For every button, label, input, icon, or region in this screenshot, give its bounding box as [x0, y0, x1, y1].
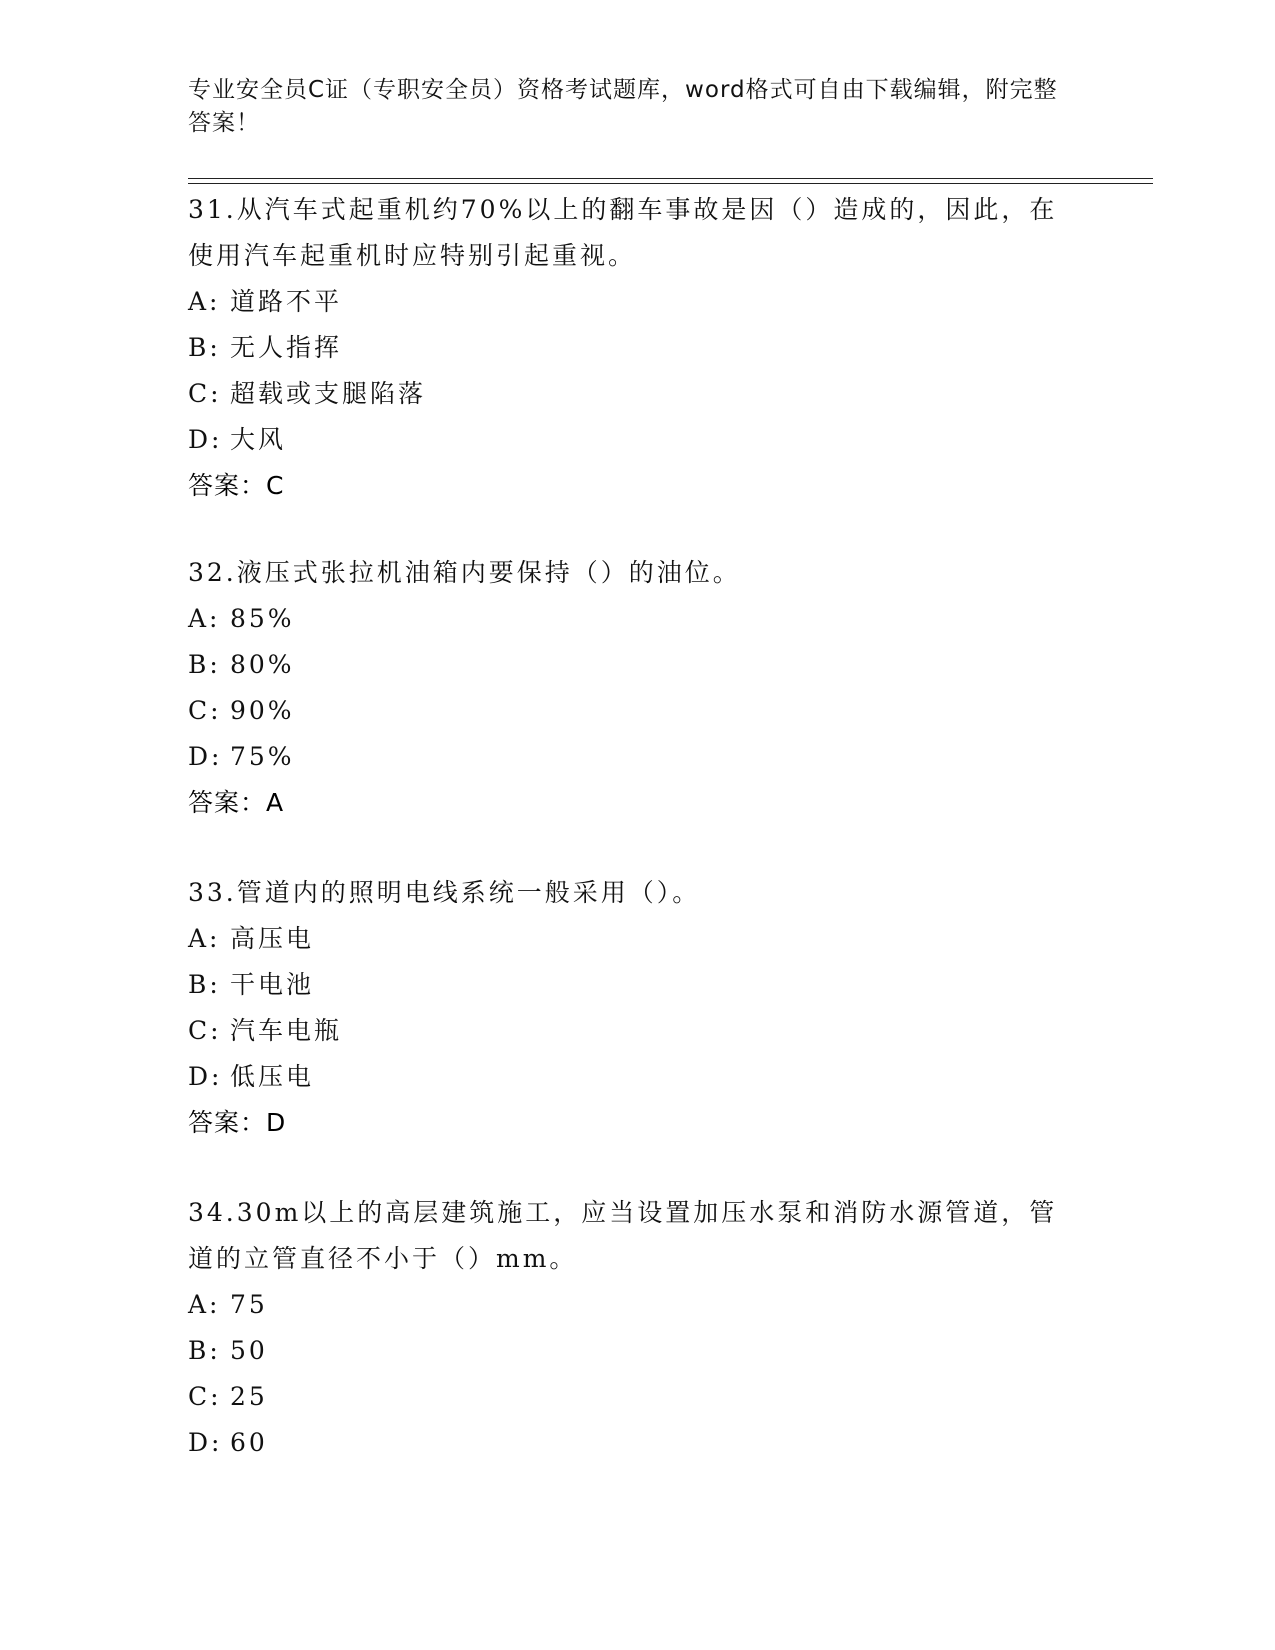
option-label: B:: [188, 1336, 221, 1365]
option-text: 超载或支腿陷落: [230, 379, 427, 408]
option-label: A:: [188, 604, 221, 633]
option-c: [188, 371, 1068, 417]
option-d: [188, 1420, 1068, 1466]
option-b: [188, 325, 1068, 371]
question-text: 34.30m以上的高层建筑施工，应当设置加压水泵和消防水源管道，管道的立管直径不小于（）mm。: [188, 1198, 1058, 1273]
option-label: D:: [188, 1062, 223, 1091]
option-label: C:: [188, 379, 222, 408]
option-label: B:: [188, 970, 221, 999]
question-text: 33.管道内的照明电线系统一般采用（）。: [188, 878, 701, 907]
option-text: 75: [230, 1290, 268, 1319]
option-label: D:: [188, 425, 223, 454]
header-divider-top: [188, 178, 1153, 179]
option-label: C:: [188, 1382, 222, 1411]
option-label: D:: [188, 1428, 223, 1457]
option-text: 80%: [230, 650, 295, 679]
question-34: [188, 1190, 1068, 1466]
option-text: 高压电: [230, 924, 315, 953]
option-d: [188, 417, 1068, 463]
option-label: C:: [188, 696, 222, 725]
document-header: 专业安全员C证（专职安全员）资格考试题库，word格式可自由下载编辑，附完整答案！: [188, 77, 1058, 136]
option-label: A:: [188, 1290, 221, 1319]
answer-line: 答案：A: [188, 788, 285, 817]
question-32: [188, 550, 1068, 826]
option-text: 25: [230, 1382, 268, 1411]
question-31: [188, 187, 1068, 509]
option-label: B:: [188, 650, 221, 679]
option-b: [188, 1328, 1068, 1374]
header-divider-bottom: [188, 183, 1153, 184]
option-text: 50: [230, 1336, 268, 1365]
option-a: [188, 1282, 1068, 1328]
option-text: 干电池: [230, 970, 315, 999]
question-text: 32.液压式张拉机油箱内要保持（）的油位。: [188, 558, 741, 587]
option-label: A:: [188, 924, 221, 953]
option-text: 道路不平: [230, 287, 343, 316]
answer-line: 答案：D: [188, 1108, 287, 1137]
question-33: [188, 870, 1068, 1146]
option-b: [188, 962, 1068, 1008]
option-label: A:: [188, 287, 221, 316]
option-b: [188, 642, 1068, 688]
option-a: [188, 916, 1068, 962]
question-text: 31.从汽车式起重机约70%以上的翻车事故是因（）造成的，因此，在使用汽车起重机时应特别引起重视。: [188, 195, 1058, 270]
option-text: 低压电: [230, 1062, 315, 1091]
option-text: 大风: [230, 425, 287, 454]
option-d: [188, 734, 1068, 780]
option-c: [188, 1374, 1068, 1420]
option-label: D:: [188, 742, 223, 771]
option-text: 汽车电瓶: [230, 1016, 343, 1045]
option-text: 90%: [230, 696, 295, 725]
option-text: 75%: [230, 742, 295, 771]
option-text: 60: [230, 1428, 268, 1457]
answer-line: 答案：C: [188, 471, 285, 500]
option-label: C:: [188, 1016, 222, 1045]
option-c: [188, 1008, 1068, 1054]
option-text: 85%: [230, 604, 295, 633]
option-a: [188, 596, 1068, 642]
option-a: [188, 279, 1068, 325]
option-label: B:: [188, 333, 221, 362]
option-d: [188, 1054, 1068, 1100]
option-c: [188, 688, 1068, 734]
option-text: 无人指挥: [230, 333, 343, 362]
